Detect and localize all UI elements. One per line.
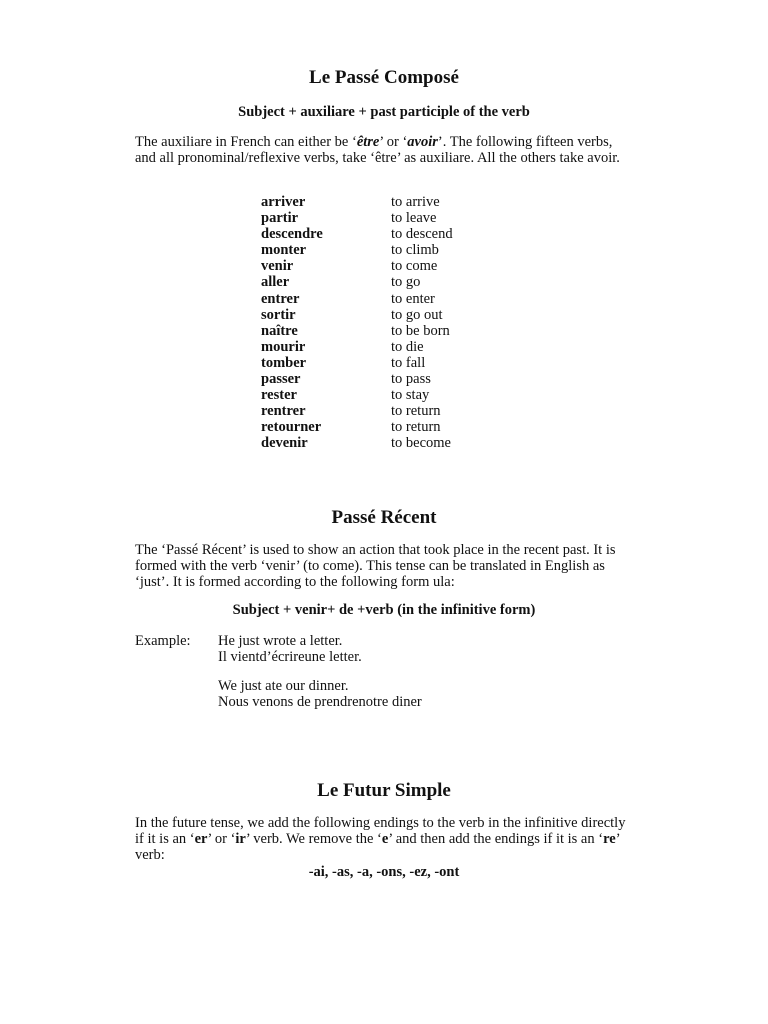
futur-text-3: ’ verb. We remove the ‘ — [245, 831, 382, 848]
example-1-french: Il vientd’écrireune letter. — [218, 649, 362, 666]
verb-french: venir — [261, 258, 294, 275]
verb-row — [261, 194, 521, 210]
verb-row — [261, 323, 521, 339]
verb-english: to go out — [391, 306, 443, 323]
re-term: re — [603, 831, 616, 848]
verb-row — [261, 258, 521, 274]
verb-french: arriver — [261, 194, 306, 210]
verb-row — [261, 210, 521, 226]
verb-english: to fall — [391, 354, 426, 371]
verb-french: monter — [261, 242, 307, 259]
futur-simple-intro — [135, 815, 635, 864]
passe-compose-intro — [135, 134, 635, 166]
example-1-english: He just wrote a letter. — [218, 633, 343, 649]
intro-text-1: The auxiliare in French can either be ‘ — [135, 134, 357, 150]
verb-row — [261, 371, 521, 387]
futur-text-1: In the future tense, we add the following endings to the verb in the infinitive directly if it is an ‘ — [135, 815, 626, 848]
verb-french: devenir — [261, 435, 308, 452]
avoir-term: avoir — [407, 134, 438, 150]
passe-compose-formula: Subject + auxiliare + past participle of the verb — [238, 104, 530, 120]
etre-term: être — [356, 134, 380, 150]
intro-text-3: ’. The following fifteen verbs, and all pronominal/reflexive verbs, take ‘être’ as auxiliare. All the others take avoir. — [135, 134, 620, 167]
section-title-passe-recent: Passé Récent — [331, 507, 437, 528]
verb-english: to come — [391, 258, 438, 275]
verb-french: aller — [261, 274, 290, 291]
example-label: Example: — [135, 633, 191, 649]
verb-french: descendre — [261, 226, 323, 243]
passe-recent-intro: The ‘Passé Récent’ is used to show an action that took place in the recent past. It is formed with the verb ‘venir’ (to come). This tense can be translated in English as ‘just’. It is formed according to the following form ula: — [135, 542, 616, 591]
verb-row — [261, 355, 521, 371]
verb-row — [261, 274, 521, 290]
verb-french: sortir — [261, 306, 296, 323]
futur-text-5: ’ verb: — [135, 831, 620, 864]
verb-english: to leave — [391, 210, 437, 227]
verb-french: mourir — [261, 338, 306, 355]
verb-french: entrer — [261, 290, 300, 307]
verb-english: to enter — [391, 290, 435, 307]
verb-row — [261, 387, 521, 403]
verb-row — [261, 307, 521, 323]
verb-french: retourner — [261, 419, 322, 436]
verb-french: naître — [261, 322, 298, 339]
verb-row — [261, 435, 521, 451]
verb-french: rentrer — [261, 403, 306, 420]
verb-row — [261, 226, 521, 242]
example-2-english: We just ate our dinner. — [218, 678, 349, 694]
verb-english: to become — [391, 435, 451, 452]
verb-english: to die — [391, 338, 424, 355]
er-term: er — [194, 831, 208, 848]
example-2-french: Nous venons de prendrenotre diner — [218, 694, 422, 711]
verb-french: partir — [261, 210, 299, 227]
futur-text-4: ’ and then add the endings if it is an ‘ — [388, 831, 604, 848]
intro-text-2: ’ or ‘ — [379, 134, 408, 150]
verb-french: rester — [261, 387, 297, 404]
verb-english: to return — [391, 419, 441, 436]
verb-english: to return — [391, 403, 441, 420]
verb-row — [261, 403, 521, 419]
section-title-futur-simple: Le Futur Simple — [317, 780, 451, 801]
verb-english: to be born — [391, 322, 450, 339]
section-title-passe-compose: Le Passé Composé — [309, 67, 459, 88]
verb-english: to go — [391, 274, 421, 291]
etre-verb-list — [261, 194, 521, 452]
verb-row — [261, 419, 521, 435]
futur-endings: -ai, -as, -a, -ons, -ez, -ont — [308, 864, 460, 880]
example-1 — [218, 633, 638, 665]
verb-row — [261, 339, 521, 355]
verb-row — [261, 242, 521, 258]
verb-row — [261, 291, 521, 307]
verb-english: to stay — [391, 387, 430, 404]
example-2 — [218, 678, 638, 710]
verb-english: to arrive — [391, 194, 440, 210]
passe-recent-formula: Subject + venir+ de +verb (in the infinitive form) — [232, 602, 536, 618]
e-term: e — [381, 831, 389, 848]
verb-english: to descend — [391, 226, 453, 243]
futur-text-2: ’ or ‘ — [207, 831, 236, 848]
verb-french: tomber — [261, 354, 307, 371]
verb-english: to pass — [391, 371, 431, 388]
verb-french: passer — [261, 371, 301, 388]
ir-term: ir — [235, 831, 246, 848]
verb-english: to climb — [391, 242, 439, 259]
